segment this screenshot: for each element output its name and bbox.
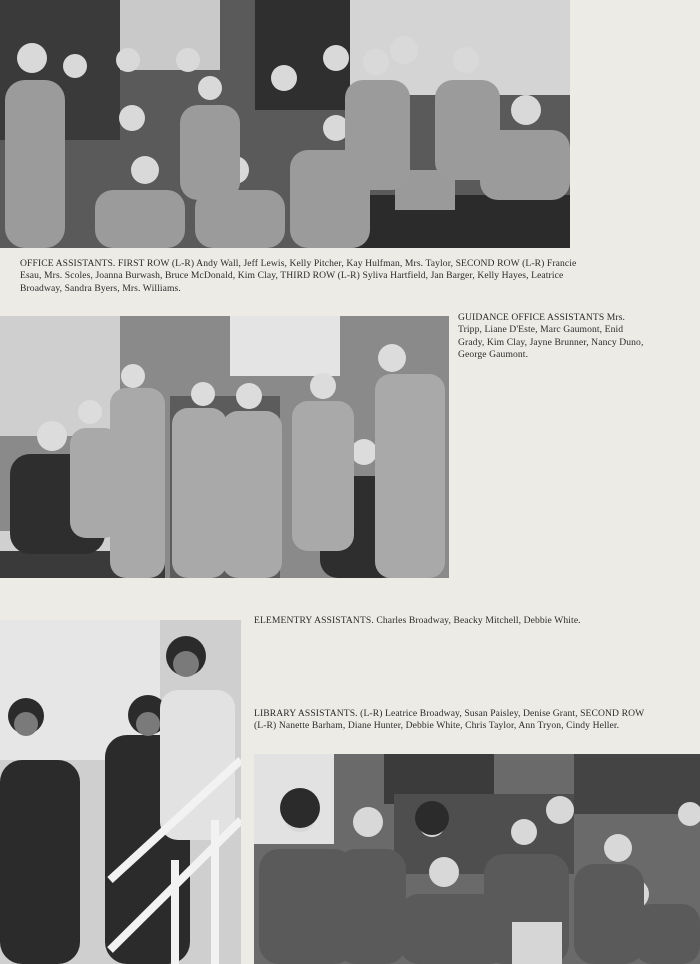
office-assistants-caption: OFFICE ASSISTANTS. FIRST ROW (L-R) Andy Wall, Jeff Lewis, Kelly Pitcher, Kay Hulfman, Mrs. Taylor, SECOND ROW (L-R) Francie Esau, Mrs. Scoles, Joanna Burwash, Bruce McDonald, Kim Clay, THIRD ROW (L-R) Syliva Hartfield, Jan Barger, Kelly Hayes, Leatrice Broadway, Sandra Byers, Mrs. Williams. [20,258,577,294]
office-assistants-photo [0,0,570,248]
group-photo-icon [0,0,570,248]
elementary-assistants-photo [0,620,241,964]
group-photo-icon [254,754,700,964]
guidance-office-assistants-caption: GUIDANCE OFFICE ASSISTANTS Mrs. Tripp, Liane D'Este, Marc Gaumont, Enid Grady, Kim Clay, Jayne Brunner, Nancy Duno, George Gaumont. [458,312,644,361]
elementary-assistants-caption: ELEMENTRY ASSISTANTS. Charles Broadway, Beacky Mitchell, Debbie White. [254,615,581,626]
group-photo-icon [0,620,241,964]
group-photo-icon [0,316,449,578]
library-assistants-caption: LIBRARY ASSISTANTS. (L-R) Leatrice Broadway, Susan Paisley, Denise Grant, SECOND ROW (L-R) Nanette Barham, Diane Hunter, Debbie White, Chris Taylor, Ann Tryon, Cindy Heller. [254,708,645,732]
guidance-office-assistants-photo [0,316,449,578]
library-assistants-photo [254,754,700,964]
